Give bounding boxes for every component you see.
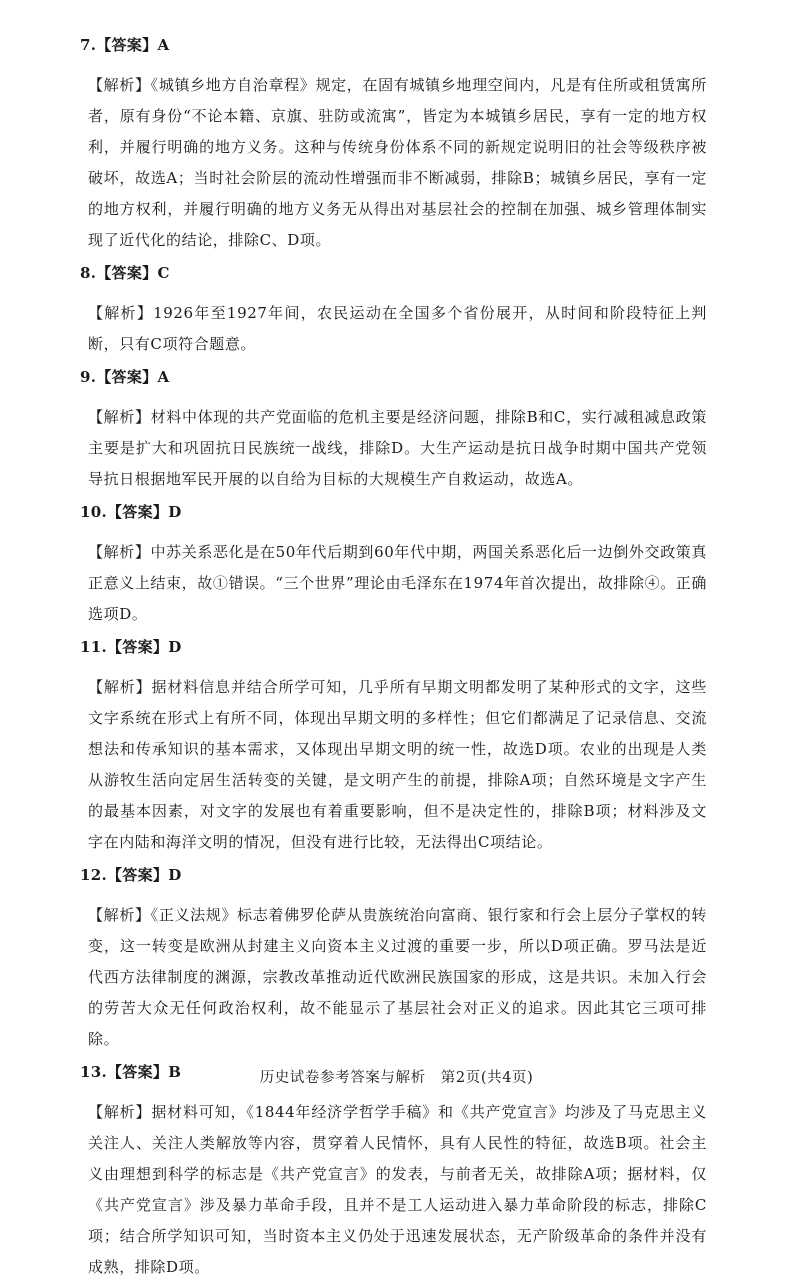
explanation-paragraph: 【解析】1926年至1927年间，农民运动在全国多个省份展开，从时间和阶段特征上判断，只有C项符合题意。 [88,304,707,353]
explanation-paragraph: 【解析】据材料信息并结合所学可知，几乎所有早期文明都发明了某种形式的文字，这些文字系统在形式上有所不同，体现出早期文明的多样性；但它们都满足了记录信息、交流想法和传承知识的基本需求，又体现出早期文明的统一性，故选D项。农业的出现是人类从游牧生活向定居生活转变的关键，是文明产生的前提，排除A项；自然环境是文字产生的最基本因素，对文字的发展也有着重要影响，但不是决定性的，排除B项；材料涉及文字在内陆和海洋文明的情况，但没有进行比较，无法得出C项结论。 [88,678,707,851]
answer-line: 7.【答案】A [80,36,170,54]
explanation-paragraph: 【解析】材料中体现的共产党面临的危机主要是经济问题，排除B和C，实行减租减息政策主要是扩大和巩固抗日民族统一战线，排除D。大生产运动是抗日战争时期中国共产党领导抗日根据地军民开展的以自给为目标的大规模生产自救运动，故选A。 [88,408,707,488]
question-11 [80,636,707,858]
explanation-paragraph: 【解析】《正义法规》标志着佛罗伦萨从贵族统治向富商、银行家和行会上层分子掌权的转变，这一转变是欧洲从封建主义向资本主义过渡的重要一步，所以D项正确。罗马法是近代西方法律制度的渊源，宗教改革推动近代欧洲民族国家的形成，这是共识。未加入行会的劳苦大众无任何政治权利，故不能显示了基层社会对正义的追求。因此其它三项可排除。 [88,906,707,1048]
answer-line: 8.【答案】C [80,264,170,282]
page-footer: 历史试卷参考答案与解析 第2页(共4页) [259,1070,534,1086]
answer-line: 13.【答案】B [80,1063,182,1081]
question-9 [80,366,707,495]
answer-line: 12.【答案】D [80,866,182,884]
answer-line: 11.【答案】D [80,638,182,656]
explanation-paragraph: 【解析】中苏关系恶化是在50年代后期到60年代中期，两国关系恶化后一边倒外交政策真正意义上结束，故①错误。“三个世界”理论由毛泽东在1974年首次提出，故排除④。正确选项D。 [88,543,707,623]
question-8 [80,262,707,360]
answer-line: 10.【答案】D [80,503,182,521]
answer-line: 9.【答案】A [80,368,170,386]
explanation-paragraph: 【解析】《城镇乡地方自治章程》规定，在固有城镇乡地理空间内，凡是有住所或租赁寓所者，原有身份“不论本籍、京旗、驻防或流寓”，皆定为本城镇乡居民，享有一定的地方权利，并履行明确的地方义务。这种与传统身份体系不同的新规定说明旧的社会等级秩序被破坏，故选A；当时社会阶层的流动性增强而非不断减弱，排除B；城镇乡居民，享有一定的地方权利，并履行明确的地方义务无从得出对基层社会的控制在加强、城乡管理体制实现了近代化的结论，排除C、D项。 [88,76,707,249]
explanation-paragraph: 【解析】据材料可知，《1844年经济学哲学手稿》和《共产党宣言》均涉及了马克思主义关注人、关注人类解放等内容，贯穿着人民情怀，具有人民性的特征，故选B项。社会主义由理想到科学的标志是《共产党宣言》的发表，与前者无关，故排除A项；据材料，仅《共产党宣言》涉及暴力革命手段，且并不是工人运动进入暴力革命阶段的标志，排除C项；结合所学知识可知，当时资本主义仍处于迅速发展状态，无产阶级革命的条件并没有成熟，排除D项。 [88,1103,707,1276]
question-13 [80,1061,707,1283]
question-7 [80,34,707,256]
question-10 [80,501,707,630]
question-12 [80,864,707,1055]
